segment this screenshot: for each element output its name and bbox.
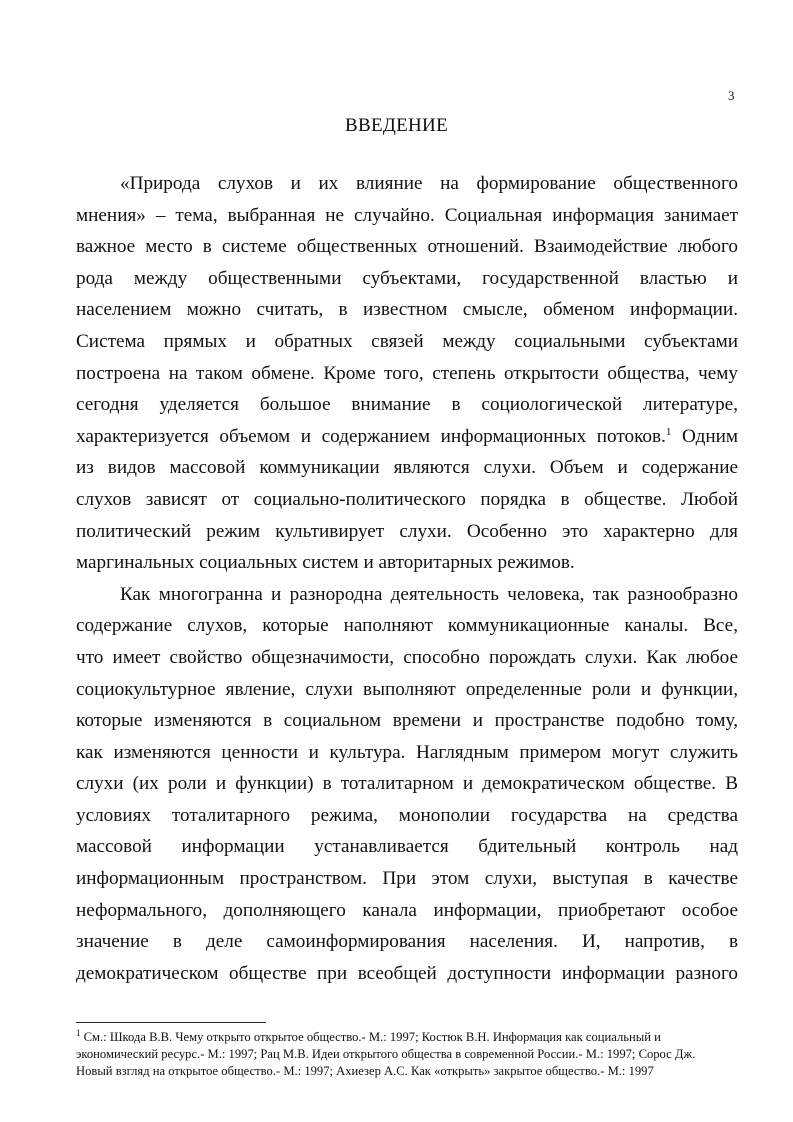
paragraph-line: «Природа слухов и их влияние на формирование общественного <box>120 173 738 194</box>
paragraph-line: как изменяются ценности и культура. Наглядным примером могут служить <box>76 741 738 763</box>
footnote-separator <box>76 1022 266 1023</box>
paragraph-line: маргинальных социальных систем и авторитарных режимов. <box>76 552 575 574</box>
line-text-tail: Одним <box>681 425 739 447</box>
footnote-mark: 1 <box>76 1028 81 1038</box>
footnote-line <box>76 1029 738 1046</box>
footnote-line: экономический ресурс.- М.: 1997; Рац М.В. Идеи открытого общества в современной России.- М.: 1997; Сорос Дж. <box>76 1047 696 1061</box>
page-title: ВВЕДЕНИЕ <box>345 115 448 136</box>
paragraph-line: что имеет свойство общезначимости, способно порождать слухи. Как любое <box>76 646 738 668</box>
paragraph-line: политический режим культивирует слухи. Особенно это характерно для <box>76 520 738 542</box>
line-text: характеризуется объемом и содержанием информационных потоков. <box>76 425 666 447</box>
paragraph-line: из видов массовой коммуникации являются слухи. Объем и содержание <box>76 457 738 479</box>
paragraph-line: условиях тоталитарного режима, монополии государства на средства <box>76 804 738 826</box>
paragraph-line: Как многогранна и разнородна деятельность человека, так разнообразно <box>120 583 738 605</box>
paragraph-line: массовой информации устанавливается бдительный контроль над <box>76 836 738 858</box>
paragraph-line: слухи (их роли и функции) в тоталитарном и демократическом обществе. В <box>76 773 738 795</box>
paragraph-line: Система прямых и обратных связей между социальными субъектами <box>76 330 738 352</box>
paragraph-line: информационным пространством. При этом слухи, выступая в качестве <box>76 868 738 890</box>
paragraph-line: рода между общественными субъектами, государственной властью и <box>76 267 738 289</box>
footnote-reference: 1 <box>665 425 672 438</box>
paragraph-line: важное место в системе общественных отношений. Взаимодействие любого <box>76 236 738 258</box>
paragraph-line: неформального, дополняющего канала информации, приобретают особое <box>76 899 738 921</box>
footnote-text: См.: Шкода В.В. Чему открыто открытое общество.- М.: 1997; Костюк В.Н. Информация как социальный и <box>83 1030 661 1044</box>
paragraph-line: населением можно считать, в известном смысле, обменом информации. <box>76 299 738 321</box>
paragraph-line: которые изменяются в социальном времени и пространстве подобно тому, <box>76 710 738 732</box>
body-text <box>76 168 738 989</box>
paragraph-line: социокультурное явление, слухи выполняют определенные роли и функции, <box>76 678 738 700</box>
page-number: 3 <box>728 88 735 103</box>
footnotes <box>76 1029 738 1080</box>
footnote-line: Новый взгляд на открытое общество.- М.: 1997; Ахиезер А.С. Как «открыть» закрытое общество.- М.: 1997 <box>76 1064 654 1078</box>
paragraph-line: демократическом обществе при всеобщей доступности информации разного <box>76 962 738 984</box>
paragraph-line: содержание слухов, которые наполняют коммуникационные каналы. Все, <box>76 615 738 637</box>
paragraph-line <box>76 421 738 453</box>
paragraph-line: мнения» – тема, выбранная не случайно. Социальная информация занимает <box>76 204 738 226</box>
paragraph-line: слухов зависят от социально-политического порядка в обществе. Любой <box>76 488 738 510</box>
paragraph-line: построена на таком обмене. Кроме того, степень открытости общества, чему <box>76 362 738 384</box>
paragraph-line: значение в деле самоинформирования населения. И, напротив, в <box>76 931 738 953</box>
paragraph-line: сегодня уделяется большое внимание в социологической литературе, <box>76 394 738 416</box>
